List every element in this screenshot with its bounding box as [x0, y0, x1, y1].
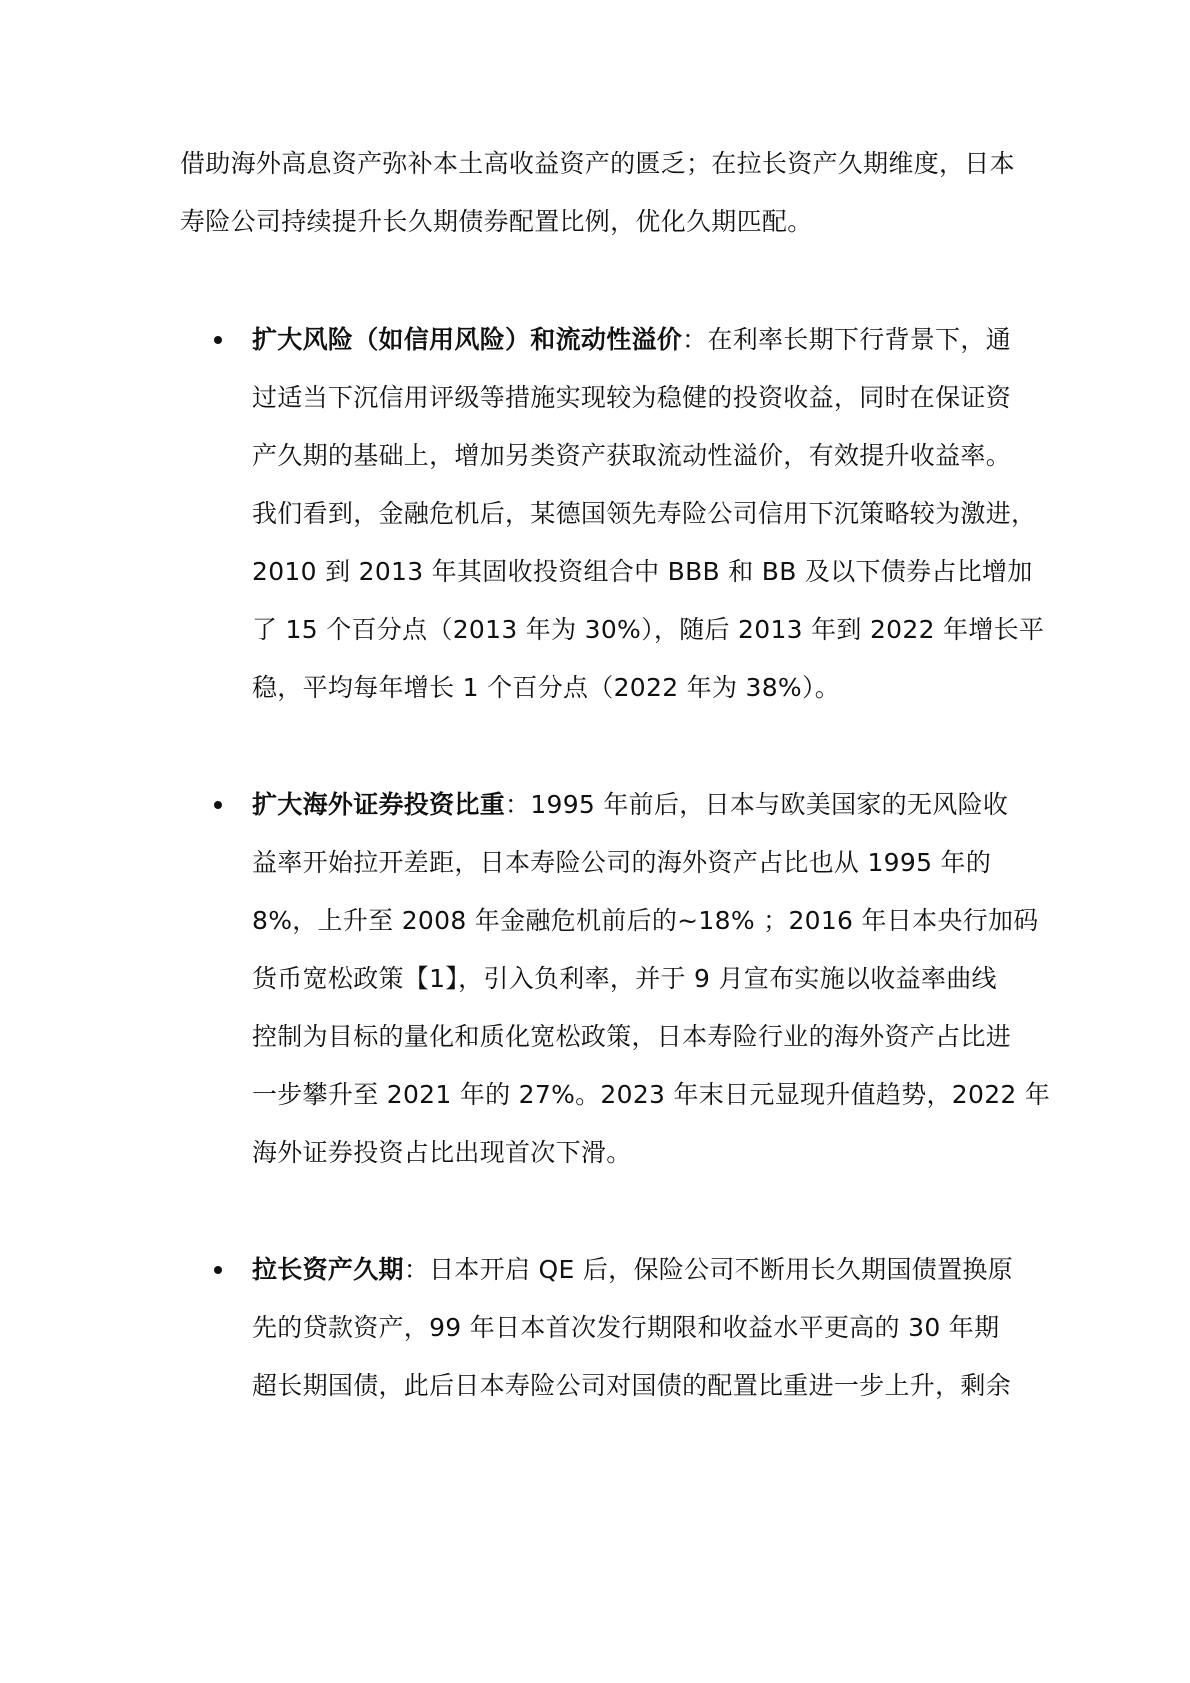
bullet-1-first-line [252, 324, 1011, 356]
bullet-3-line: 超长期国债，此后日本寿险公司对国债的配置比重进一步上升，剩余 [252, 1371, 1012, 1400]
bullet-dot [214, 336, 222, 344]
bullet-1-line: 了 15 个百分点（2013 年为 30%），随后 2013 年到 2022 年增长平 [252, 615, 1045, 644]
bullet-1-line: 稳，平均每年增长 1 个百分点（2022 年为 38%）。 [252, 673, 841, 702]
bullet-2-text: ：1995 年前后，日本与欧美国家的无风险收 [505, 790, 1009, 819]
bullet-2-line: 货币宽松政策【1】，引入负利率，并于 9 月宣布实施以收益率曲线 [252, 964, 997, 993]
bullet-dot [214, 801, 222, 809]
bullet-1-line: 过适当下沉信用评级等措施实现较为稳健的投资收益，同时在保证资 [252, 383, 1012, 412]
bullet-3-text: ：日本开启 QE 后，保险公司不断用长久期国债置换原 [403, 1255, 1013, 1284]
bullet-1-text: ：在利率长期下行背景下，通 [682, 325, 1012, 354]
intro-line: 借助海外高息资产弥补本土高收益资产的匮乏；在拉长资产久期维度，日本 [180, 149, 1015, 178]
bullet-3-first-line [252, 1254, 1013, 1286]
bullet-2-line: 8%，上升至 2008 年金融危机前后的~18% ；2016 年日本央行加码 [252, 906, 1039, 935]
bullet-3-line: 先的贷款资产，99 年日本首次发行期限和收益水平更高的 30 年期 [252, 1313, 1000, 1342]
bullet-3-heading: 拉长资产久期 [252, 1255, 404, 1284]
bullet-2-line: 海外证券投资占比出现首次下滑。 [252, 1138, 632, 1167]
bullet-dot [214, 1266, 222, 1274]
bullet-1-heading: 扩大风险（如信用风险）和流动性溢价 [252, 325, 683, 354]
bullet-1-line: 产久期的基础上，增加另类资产获取流动性溢价，有效提升收益率。 [252, 441, 1012, 470]
bullet-2-line: 益率开始拉开差距，日本寿险公司的海外资产占比也从 1995 年的 [252, 848, 992, 877]
bullet-2-heading: 扩大海外证券投资比重 [252, 790, 506, 819]
intro-line: 寿险公司持续提升长久期债券配置比例，优化久期匹配。 [180, 207, 813, 236]
bullet-1-line: 我们看到，金融危机后，某德国领先寿险公司信用下沉策略较为激进， [252, 499, 1037, 528]
bullet-2-line: 一步攀升至 2021 年的 27%。2023 年末日元显现升值趋势，2022 年 [252, 1080, 1051, 1109]
bullet-2-first-line [252, 789, 1008, 821]
bullet-2-line: 控制为目标的量化和质化宽松政策，日本寿险行业的海外资产占比进 [252, 1022, 1012, 1051]
bullet-1-line: 2010 到 2013 年其固收投资组合中 BBB 和 BB 及以下债券占比增加 [252, 557, 1033, 586]
